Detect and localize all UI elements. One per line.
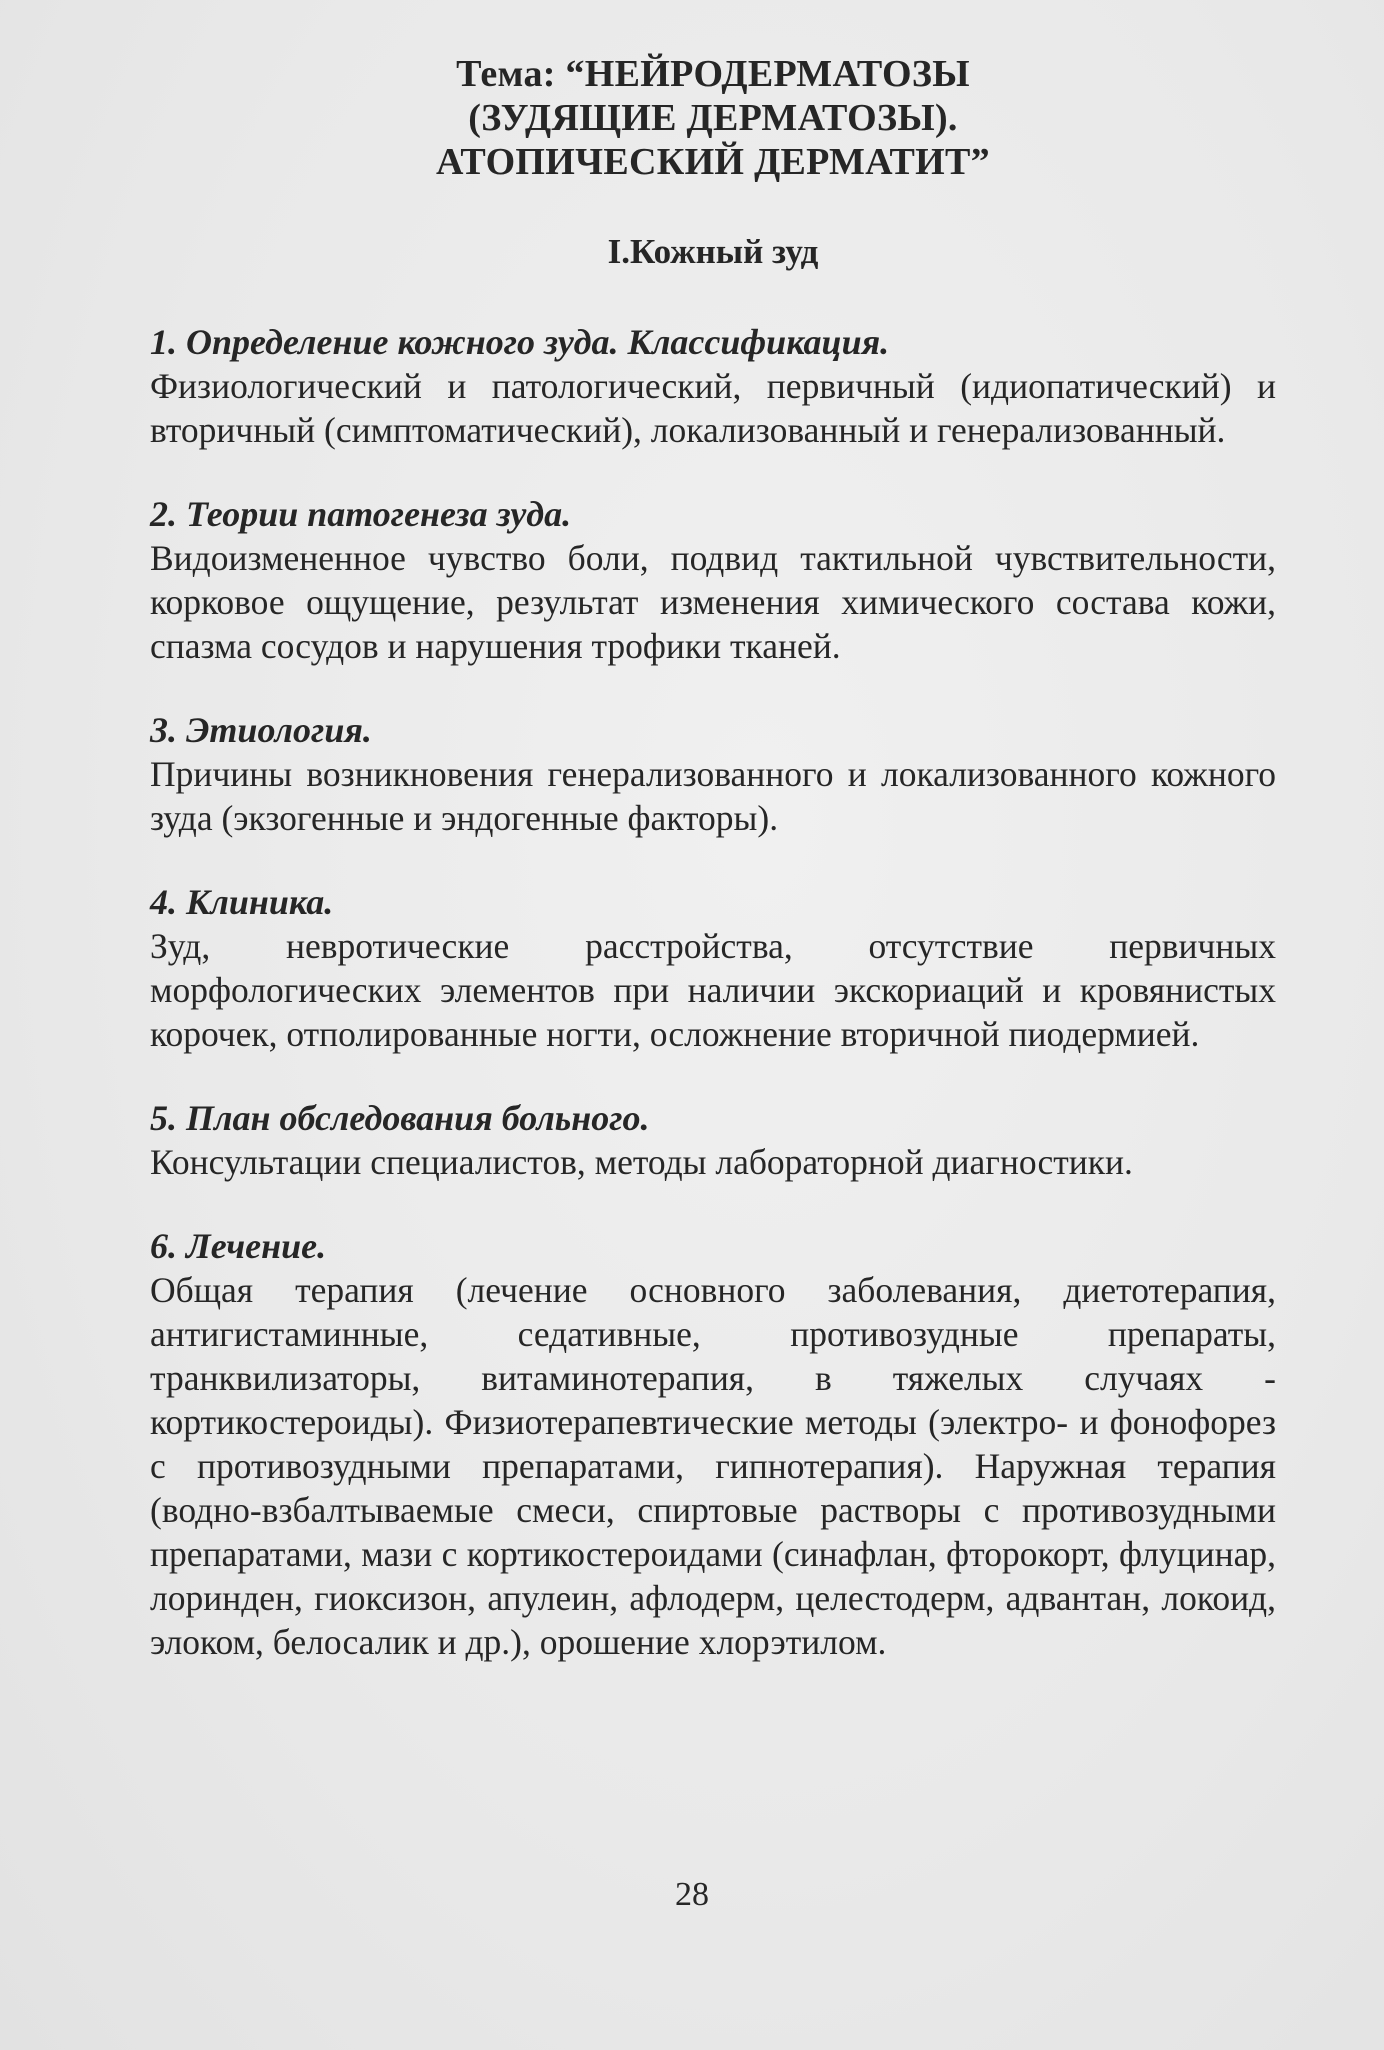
page-title xyxy=(150,52,1276,184)
section-definition xyxy=(150,320,1276,452)
section-text: Общая терапия (лечение основного заболевания, диетотерапия, антигистаминные, седативные, противозудные препараты, транквилизаторы, витаминотерапия, в тяжелых случаях - кортикостероиды). Физиотерапевтические методы (электро- и фонофорез с противозудными препаратами, гипнотерапия). Наружная терапия (водно-взбалтываемые смеси, спиртовые растворы с противозудными препаратами, мази с кортикостероидами (синафлан, фторокорт, флуцинар, лоринден, гиоксизон, апулеин, афлодерм, целестодерм, адвантан, локоид, элоком, белосалик и др.), орошение хлорэтилом. xyxy=(150,1270,1276,1662)
section-pathogenesis xyxy=(150,492,1276,668)
section-heading: 4. Клиника. xyxy=(150,882,334,922)
section-heading: 3. Этиология. xyxy=(150,710,372,750)
section-heading: 2. Теории патогенеза зуда. xyxy=(150,494,572,534)
section-heading: 5. План обследования больного. xyxy=(150,1098,650,1138)
section-text: Консультации специалистов, методы лабораторной диагностики. xyxy=(150,1142,1133,1182)
page-number: 28 xyxy=(675,1876,709,1913)
title-line: Тема: “НЕЙРОДЕРМАТОЗЫ xyxy=(456,53,970,95)
section-text: Зуд, невротические расстройства, отсутствие первичных морфологических элементов при наличии экскориаций и кровянистых корочек, отполированные ногти, осложнение вторичной пиодермией. xyxy=(150,926,1276,1054)
section-etiology xyxy=(150,708,1276,840)
section-text: Видоизмененное чувство боли, подвид тактильной чувствительности, корковое ощущение, результат изменения химического состава кожи, спазма сосудов и нарушения трофики тканей. xyxy=(150,538,1276,666)
section-heading: 6. Лечение. xyxy=(150,1226,327,1266)
title-line: (ЗУДЯЩИЕ ДЕРМАТОЗЫ). xyxy=(468,97,958,139)
section-treatment xyxy=(150,1224,1276,1664)
section-text: Причины возникновения генерализованного и локализованного кожного зуда (экзогенные и эндогенные факторы). xyxy=(150,754,1276,838)
section-examination-plan xyxy=(150,1096,1276,1184)
title-line: АТОПИЧЕСКИЙ ДЕРМАТИТ” xyxy=(436,141,990,183)
section-clinic xyxy=(150,880,1276,1056)
section-subtitle: I.Кожный зуд xyxy=(607,232,819,271)
section-text: Физиологический и патологический, первичный (идиопатический) и вторичный (симптоматический), локализованный и генерализованный. xyxy=(150,366,1276,450)
section-heading: 1. Определение кожного зуда. Классификация. xyxy=(150,322,890,362)
